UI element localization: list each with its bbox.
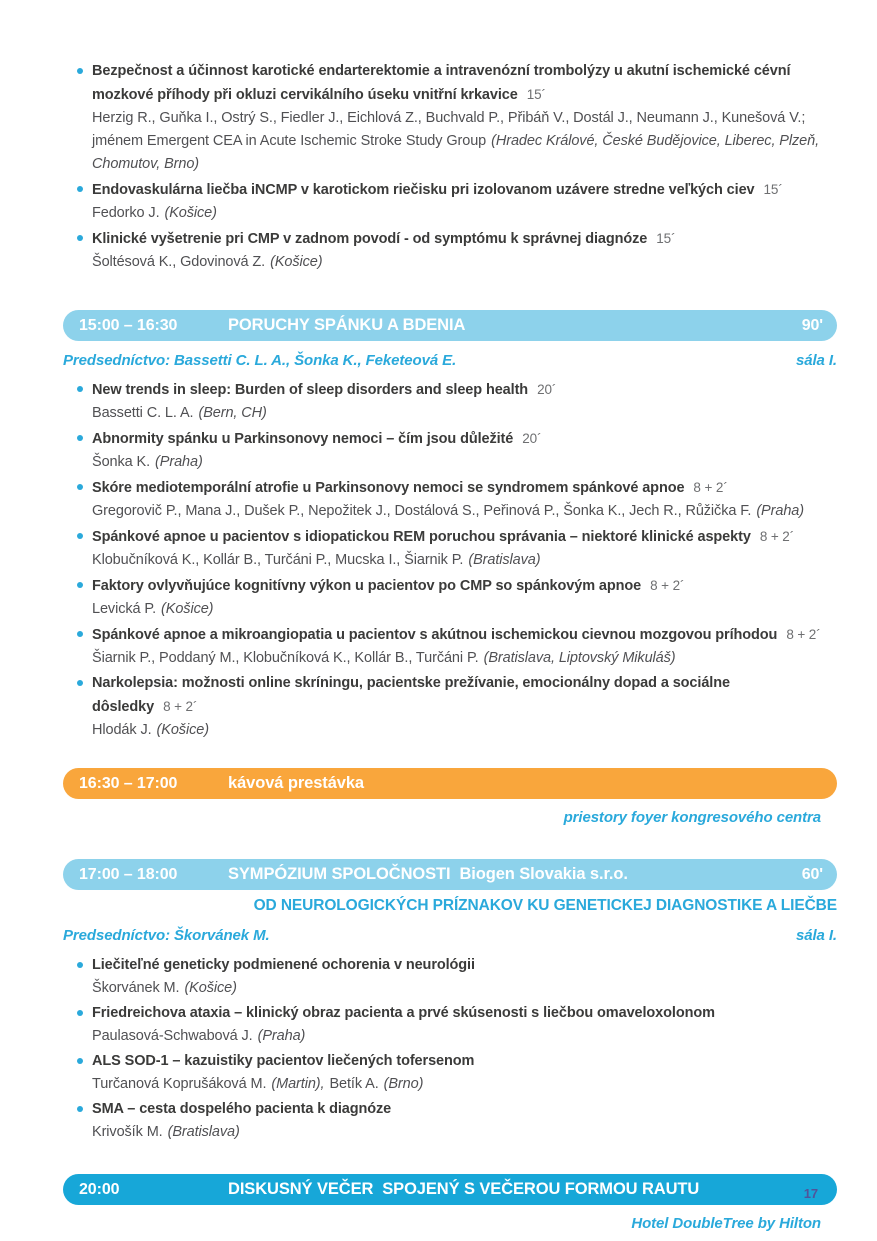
location-segment: (Praha) xyxy=(756,503,804,519)
talk-authors xyxy=(92,107,837,176)
talk-item xyxy=(63,1098,837,1144)
location-segment: (Bratislava, Liptovský Mikuláš) xyxy=(483,650,676,666)
talk-list xyxy=(63,954,837,1144)
talk-authors xyxy=(92,647,837,670)
talk-authors xyxy=(92,500,837,523)
bullet-icon xyxy=(77,186,83,192)
talk-authors xyxy=(92,1025,837,1048)
author-segment: Fedorko J. xyxy=(92,205,160,221)
talk-item xyxy=(63,60,837,176)
location-segment: (Bratislava) xyxy=(167,1124,240,1140)
author-segment: Paulasová-Schwabová J. xyxy=(92,1028,253,1044)
bullet-icon xyxy=(77,1058,83,1064)
talk-title: Narkolepsia: možnosti online skríningu, pacientske prežívanie, emocionálny dopad a sociálne dôsledky xyxy=(92,675,730,715)
session-title: PORUCHY SPÁNKU A BDENIA xyxy=(228,316,466,334)
talk-title-line xyxy=(92,378,837,402)
talk-title: Spánkové apnoe a mikroangiopatia u pacientov s akútnou ischemickou cievnou mozgovou príhodou xyxy=(92,627,778,643)
talk-title: New trends in sleep: Burden of sleep disorders and sleep health xyxy=(92,382,529,398)
talk-title-line xyxy=(92,525,837,549)
talk-title: Klinické vyšetrenie pri CMP v zadnom povodí - od symptómu k správnej diagnóze xyxy=(92,231,648,247)
talk-authors xyxy=(92,1121,837,1144)
bullet-icon xyxy=(77,680,83,686)
talk-duration: 15´ xyxy=(526,87,546,102)
section-session xyxy=(63,310,837,742)
session-bar xyxy=(63,310,837,341)
location-note: Hotel DoubleTree by Hilton xyxy=(631,1215,821,1232)
talk-item xyxy=(63,1050,837,1096)
session-time: 15:00 – 16:30 xyxy=(79,316,178,334)
author-segment: Klobučníková K., Kollár B., Turčáni P., Mucska I., Šiarnik P. xyxy=(92,552,464,568)
page-number: 17 xyxy=(803,1186,818,1201)
bullet-icon xyxy=(77,1106,83,1112)
talk-item xyxy=(63,574,837,621)
talk-title-line xyxy=(92,672,837,719)
location-segment: (Košice) xyxy=(270,254,323,270)
chair-row xyxy=(63,349,837,372)
location-segment: (Praha) xyxy=(155,454,203,470)
talk-duration: 8 + 2´ xyxy=(759,529,795,544)
author-segment: Škorvánek M. xyxy=(92,980,180,996)
talk-title: Skóre mediotemporální atrofie u Parkinsonovy nemoci se syndromem spánkové apnoe xyxy=(92,480,685,496)
author-segment: Levická P. xyxy=(92,601,157,617)
talk-item xyxy=(63,1002,837,1048)
talk-list xyxy=(63,60,837,274)
section-talks xyxy=(63,60,837,274)
sections-container xyxy=(63,0,837,1235)
session-title: SYMPÓZIUM SPOLOČNOSTI Biogen Slovakia s.r.o. xyxy=(228,865,628,883)
bullet-icon xyxy=(77,386,83,392)
bullet-icon xyxy=(77,962,83,968)
talk-item xyxy=(63,378,837,425)
talk-title: Liečiteľné geneticky podmienené ochorenia v neurológii xyxy=(92,957,475,973)
talk-authors xyxy=(92,402,837,425)
talk-authors xyxy=(92,202,837,225)
talk-title-line xyxy=(92,574,837,598)
author-segment: Šoltésová K., Gdovinová Z. xyxy=(92,254,266,270)
talk-item xyxy=(63,476,837,523)
location-segment: (Košice) xyxy=(161,601,214,617)
author-segment: Herzig R., Guňka I., Ostrý S., Fiedler J., Eichlová Z., Buchvald P., Přibáň V., Dostál J., Neumann J., Kunešová V.; jménem Emergent CEA in Acute Ischemic Stroke Study Group xyxy=(92,110,806,149)
session-duration-badge: 60' xyxy=(801,865,823,883)
location-segment: (Praha) xyxy=(257,1028,306,1044)
talk-duration: 8 + 2´ xyxy=(650,578,685,593)
session-bar xyxy=(63,859,837,890)
author-segment: Betík A. xyxy=(329,1076,379,1092)
talk-title: Endovaskulárna liečba iNCMP v karotickom riečisku pri izolovanom uzávere stredne veľkých ciev xyxy=(92,182,755,198)
location-segment: (Košice) xyxy=(184,980,237,996)
location-segment: (Bern, CH) xyxy=(198,405,267,421)
page-content xyxy=(63,0,837,1235)
talk-title-line xyxy=(92,954,837,977)
talk-duration: 15´ xyxy=(656,231,676,246)
talk-title-line xyxy=(92,427,837,451)
talk-duration: 8 + 2´ xyxy=(163,699,198,714)
talk-title-line xyxy=(92,1050,837,1073)
talk-title: Spánkové apnoe u pacientov s idiopatickou REM poruchou správania – niektoré klinické aspekty xyxy=(92,529,751,545)
location-segment: (Martin), xyxy=(271,1076,325,1092)
talk-duration: 8 + 2´ xyxy=(693,480,728,495)
bullet-icon xyxy=(77,1010,83,1016)
talk-item xyxy=(63,623,837,670)
talk-authors xyxy=(92,1073,837,1096)
bullet-icon xyxy=(77,484,83,490)
session-time: 17:00 – 18:00 xyxy=(79,865,178,883)
talk-authors xyxy=(92,598,837,621)
location-segment: (Brno) xyxy=(383,1076,424,1092)
bullet-icon xyxy=(77,68,83,74)
talk-list xyxy=(63,378,837,742)
talk-title: Bezpečnost a účinnost karotické endarterektomie a intravenózní trombolýzy u akutní ischemické cévní mozkové příhody při okluzi cervikálního úseku vnitřní krkavice xyxy=(92,63,791,103)
location-segment: (Košice) xyxy=(164,205,217,221)
bullet-icon xyxy=(77,435,83,441)
session-time: 16:30 – 17:00 xyxy=(79,774,178,792)
session-bar xyxy=(63,1174,837,1205)
talk-item xyxy=(63,227,837,274)
chair-row xyxy=(63,924,837,947)
talk-title-line xyxy=(92,227,837,251)
session-title: kávová prestávka xyxy=(228,774,364,792)
talk-duration: 20´ xyxy=(522,431,542,446)
talk-authors xyxy=(92,549,837,572)
talk-item xyxy=(63,178,837,225)
section-session xyxy=(63,859,837,1144)
room-label: sála I. xyxy=(796,927,837,944)
author-segment: Šiarnik P., Poddaný M., Klobučníková K., Kollár B., Turčáni P. xyxy=(92,650,479,666)
section-break xyxy=(63,768,837,829)
talk-title: Faktory ovlyvňujúce kognitívny výkon u pacientov po CMP so spánkovým apnoe xyxy=(92,578,642,594)
talk-title: Friedreichova ataxia – klinický obraz pacienta a prvé skúsenosti s liečbou omaveloxolonom xyxy=(92,1005,715,1021)
talk-authors xyxy=(92,719,837,742)
author-segment: Hlodák J. xyxy=(92,722,152,738)
bullet-icon xyxy=(77,582,83,588)
room-label: sála I. xyxy=(796,352,837,369)
author-segment: Gregorovič P., Mana J., Dušek P., Nepožitek J., Dostálová S., Peřinová P., Šonka K., Jech R., Růžička F. xyxy=(92,503,752,519)
talk-title-line xyxy=(92,178,837,202)
section-evening xyxy=(63,1174,837,1235)
session-duration-badge: 90' xyxy=(801,316,823,334)
talk-duration: 15´ xyxy=(763,182,783,197)
author-segment: Šonka K. xyxy=(92,454,151,470)
talk-duration: 8 + 2´ xyxy=(786,627,821,642)
talk-title: SMA – cesta dospelého pacienta k diagnóze xyxy=(92,1101,392,1117)
session-time: 20:00 xyxy=(79,1180,120,1198)
author-segment: Krivošík M. xyxy=(92,1124,163,1140)
session-subtitle: OD NEUROLOGICKÝCH PRÍZNAKOV KU GENETICKEJ DIAGNOSTIKE A LIEČBE xyxy=(253,897,837,914)
talk-title-line xyxy=(92,1098,837,1121)
author-segment: Turčanová Koprušáková M. xyxy=(92,1076,267,1092)
talk-item xyxy=(63,672,837,742)
bullet-icon xyxy=(77,533,83,539)
talk-title-line xyxy=(92,623,837,647)
chair-line: Predsedníctvo: Bassetti C. L. A., Šonka K., Feketeová E. xyxy=(63,352,457,369)
session-bar xyxy=(63,768,837,799)
talk-title: Abnormity spánku u Parkinsonovy nemoci – čím jsou důležité xyxy=(92,431,514,447)
talk-title-line xyxy=(92,1002,837,1025)
location-segment: (Hradec Králové, České Budějovice, Liberec, Plzeň, Chomutov, Brno) xyxy=(92,133,819,172)
talk-item xyxy=(63,427,837,474)
location-segment: (Košice) xyxy=(156,722,209,738)
location-note: priestory foyer kongresového centra xyxy=(563,809,821,826)
talk-item xyxy=(63,525,837,572)
location-segment: (Bratislava) xyxy=(468,552,541,568)
talk-authors xyxy=(92,977,837,1000)
chair-line: Predsedníctvo: Škorvánek M. xyxy=(63,927,270,944)
talk-duration: 20´ xyxy=(537,382,557,397)
talk-authors xyxy=(92,251,837,274)
talk-title-line xyxy=(92,476,837,500)
author-segment: Bassetti C. L. A. xyxy=(92,405,194,421)
talk-authors xyxy=(92,451,837,474)
talk-item xyxy=(63,954,837,1000)
bullet-icon xyxy=(77,235,83,241)
bullet-icon xyxy=(77,631,83,637)
talk-title: ALS SOD-1 – kazuistiky pacientov liečených tofersenom xyxy=(92,1053,475,1069)
session-title: DISKUSNÝ VEČER SPOJENÝ S VEČEROU FORMOU RAUTU xyxy=(228,1180,700,1198)
talk-title-line xyxy=(92,60,837,107)
